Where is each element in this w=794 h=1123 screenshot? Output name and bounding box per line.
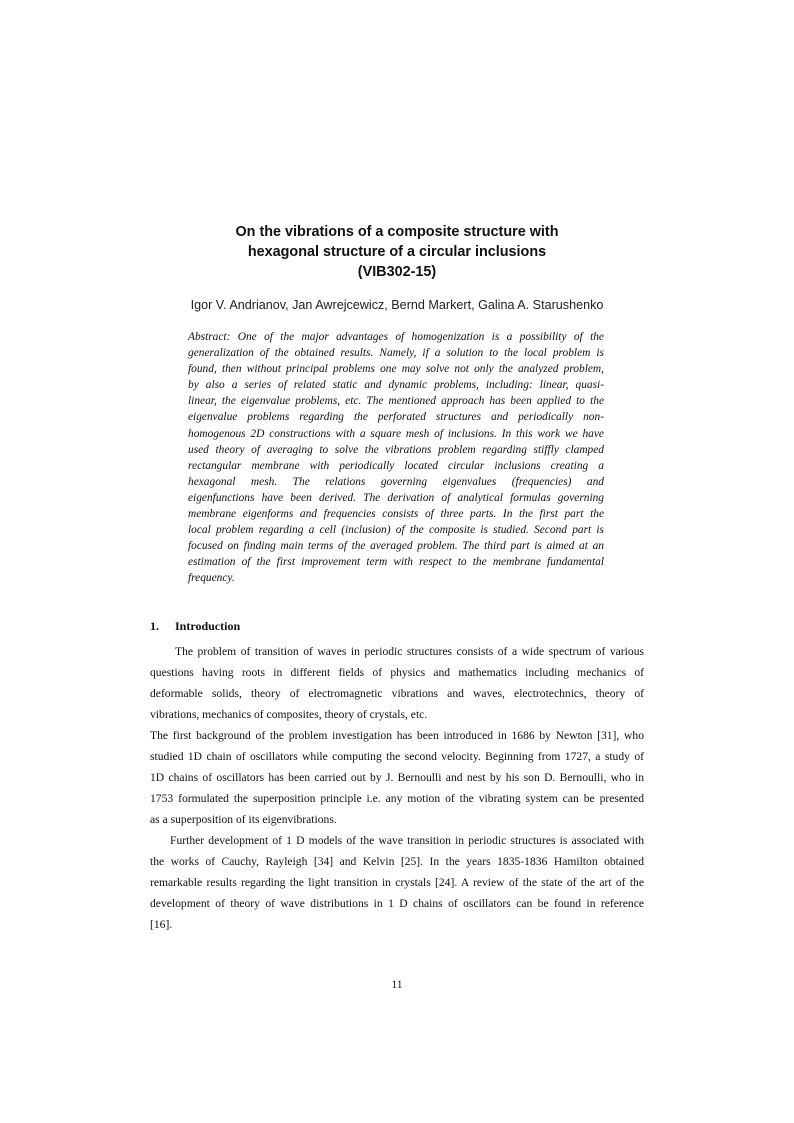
abstract-line: Abstract: One of the major advantages of homogenization is a possibility of the <box>188 331 604 343</box>
abstract-line: local problem regarding a cell (inclusion) of the composite is studied. Second part is <box>188 524 604 537</box>
abstract-line: rectangular membrane with periodically located circular inclusions creating a <box>188 459 604 472</box>
title-code: (VIB302-15) <box>357 264 437 280</box>
title-line-2: hexagonal structure of a circular inclusions <box>247 244 547 260</box>
page-number: 11 <box>391 978 403 991</box>
body-line: questions having roots in different fields of physics and mathematics including mechanics of <box>150 666 644 679</box>
abstract-line: focused on finding main terms of the averaged problem. The third part is aimed at an <box>188 540 604 553</box>
body-line: vibrations, mechanics of composites, theory of crystals, etc. <box>150 708 428 721</box>
abstract-line: membrane eigenforms and frequencies consists of three parts. In the first part the <box>188 508 604 521</box>
body-line: [16]. <box>150 918 173 931</box>
abstract-line: estimation of the first improvement term with respect to the membrane fundamental <box>188 556 604 569</box>
body-line: studied 1D chain of oscillators while computing the second velocity. Beginning from 1727, a study of <box>150 750 644 763</box>
section-heading <box>150 618 240 634</box>
abstract-line: used theory of averaging to solve the vibrations problem regarding stiffly clamped <box>188 443 604 456</box>
abstract-line: linear, the eigenvalue problems, etc. The mentioned approach has been applied to the <box>188 395 604 408</box>
abstract-line: homogenous 2D constructions with a square mesh of inclusions. In this work we have <box>188 427 604 440</box>
abstract-line: found, then without principal problems one may solve not only the analyzed problem, <box>188 363 604 376</box>
author-list: Igor V. Andrianov, Jan Awrejcewicz, Bernd Markert, Galina A. Starushenko <box>190 298 604 312</box>
body-line: the works of Cauchy, Rayleigh [34] and Kelvin [25]. In the years 1835-1836 Hamilton obtained <box>150 855 644 868</box>
abstract-line: eigenfunctions have been derived. The derivation of analytical formulas governing <box>188 491 604 504</box>
body-line: 1753 formulated the superposition principle i.e. any motion of the vibrating system can be presented <box>150 792 644 805</box>
abstract-line: frequency. <box>188 572 235 585</box>
body-line: The problem of transition of waves in periodic structures consists of a wide spectrum of various <box>175 645 644 658</box>
body-line: as a superposition of its eigenvibrations. <box>150 813 337 826</box>
body-line: Further development of 1 D models of the wave transition in periodic structures is associated with <box>170 834 644 847</box>
body-line: The first background of the problem investigation has been introduced in 1686 by Newton [31], who <box>150 729 644 742</box>
title-line-1: On the vibrations of a composite structure with <box>235 224 559 240</box>
section-number: 1. <box>150 619 159 633</box>
abstract-line: generalization of the obtained results. Namely, if a solution to the local problem is <box>188 347 604 360</box>
body-line: remarkable results regarding the light transition in crystals [24]. A review of the state of the art of the <box>150 876 644 889</box>
abstract-line: by also a series of related static and dynamic problems, including: linear, quasi- <box>188 379 604 392</box>
body-line: deformable solids, theory of electromagnetic vibrations and waves, electrotechnics, theory of <box>150 687 644 700</box>
body-line: 1D chains of oscillators has been carried out by J. Bernoulli and nest by his son D. Bernoulli, who in <box>150 771 644 784</box>
paper-title <box>150 222 644 282</box>
abstract <box>188 329 604 587</box>
abstract-line: eigenvalue problems regarding the perforated structures and periodically non- <box>188 411 604 424</box>
body-line: development of theory of wave distributions in 1 D chains of oscillators can be found in reference <box>150 897 644 910</box>
section-title: Introduction <box>175 619 241 633</box>
body-text <box>150 641 644 935</box>
abstract-line: hexagonal mesh. The relations governing eigenvalues (frequencies) and <box>188 475 604 488</box>
